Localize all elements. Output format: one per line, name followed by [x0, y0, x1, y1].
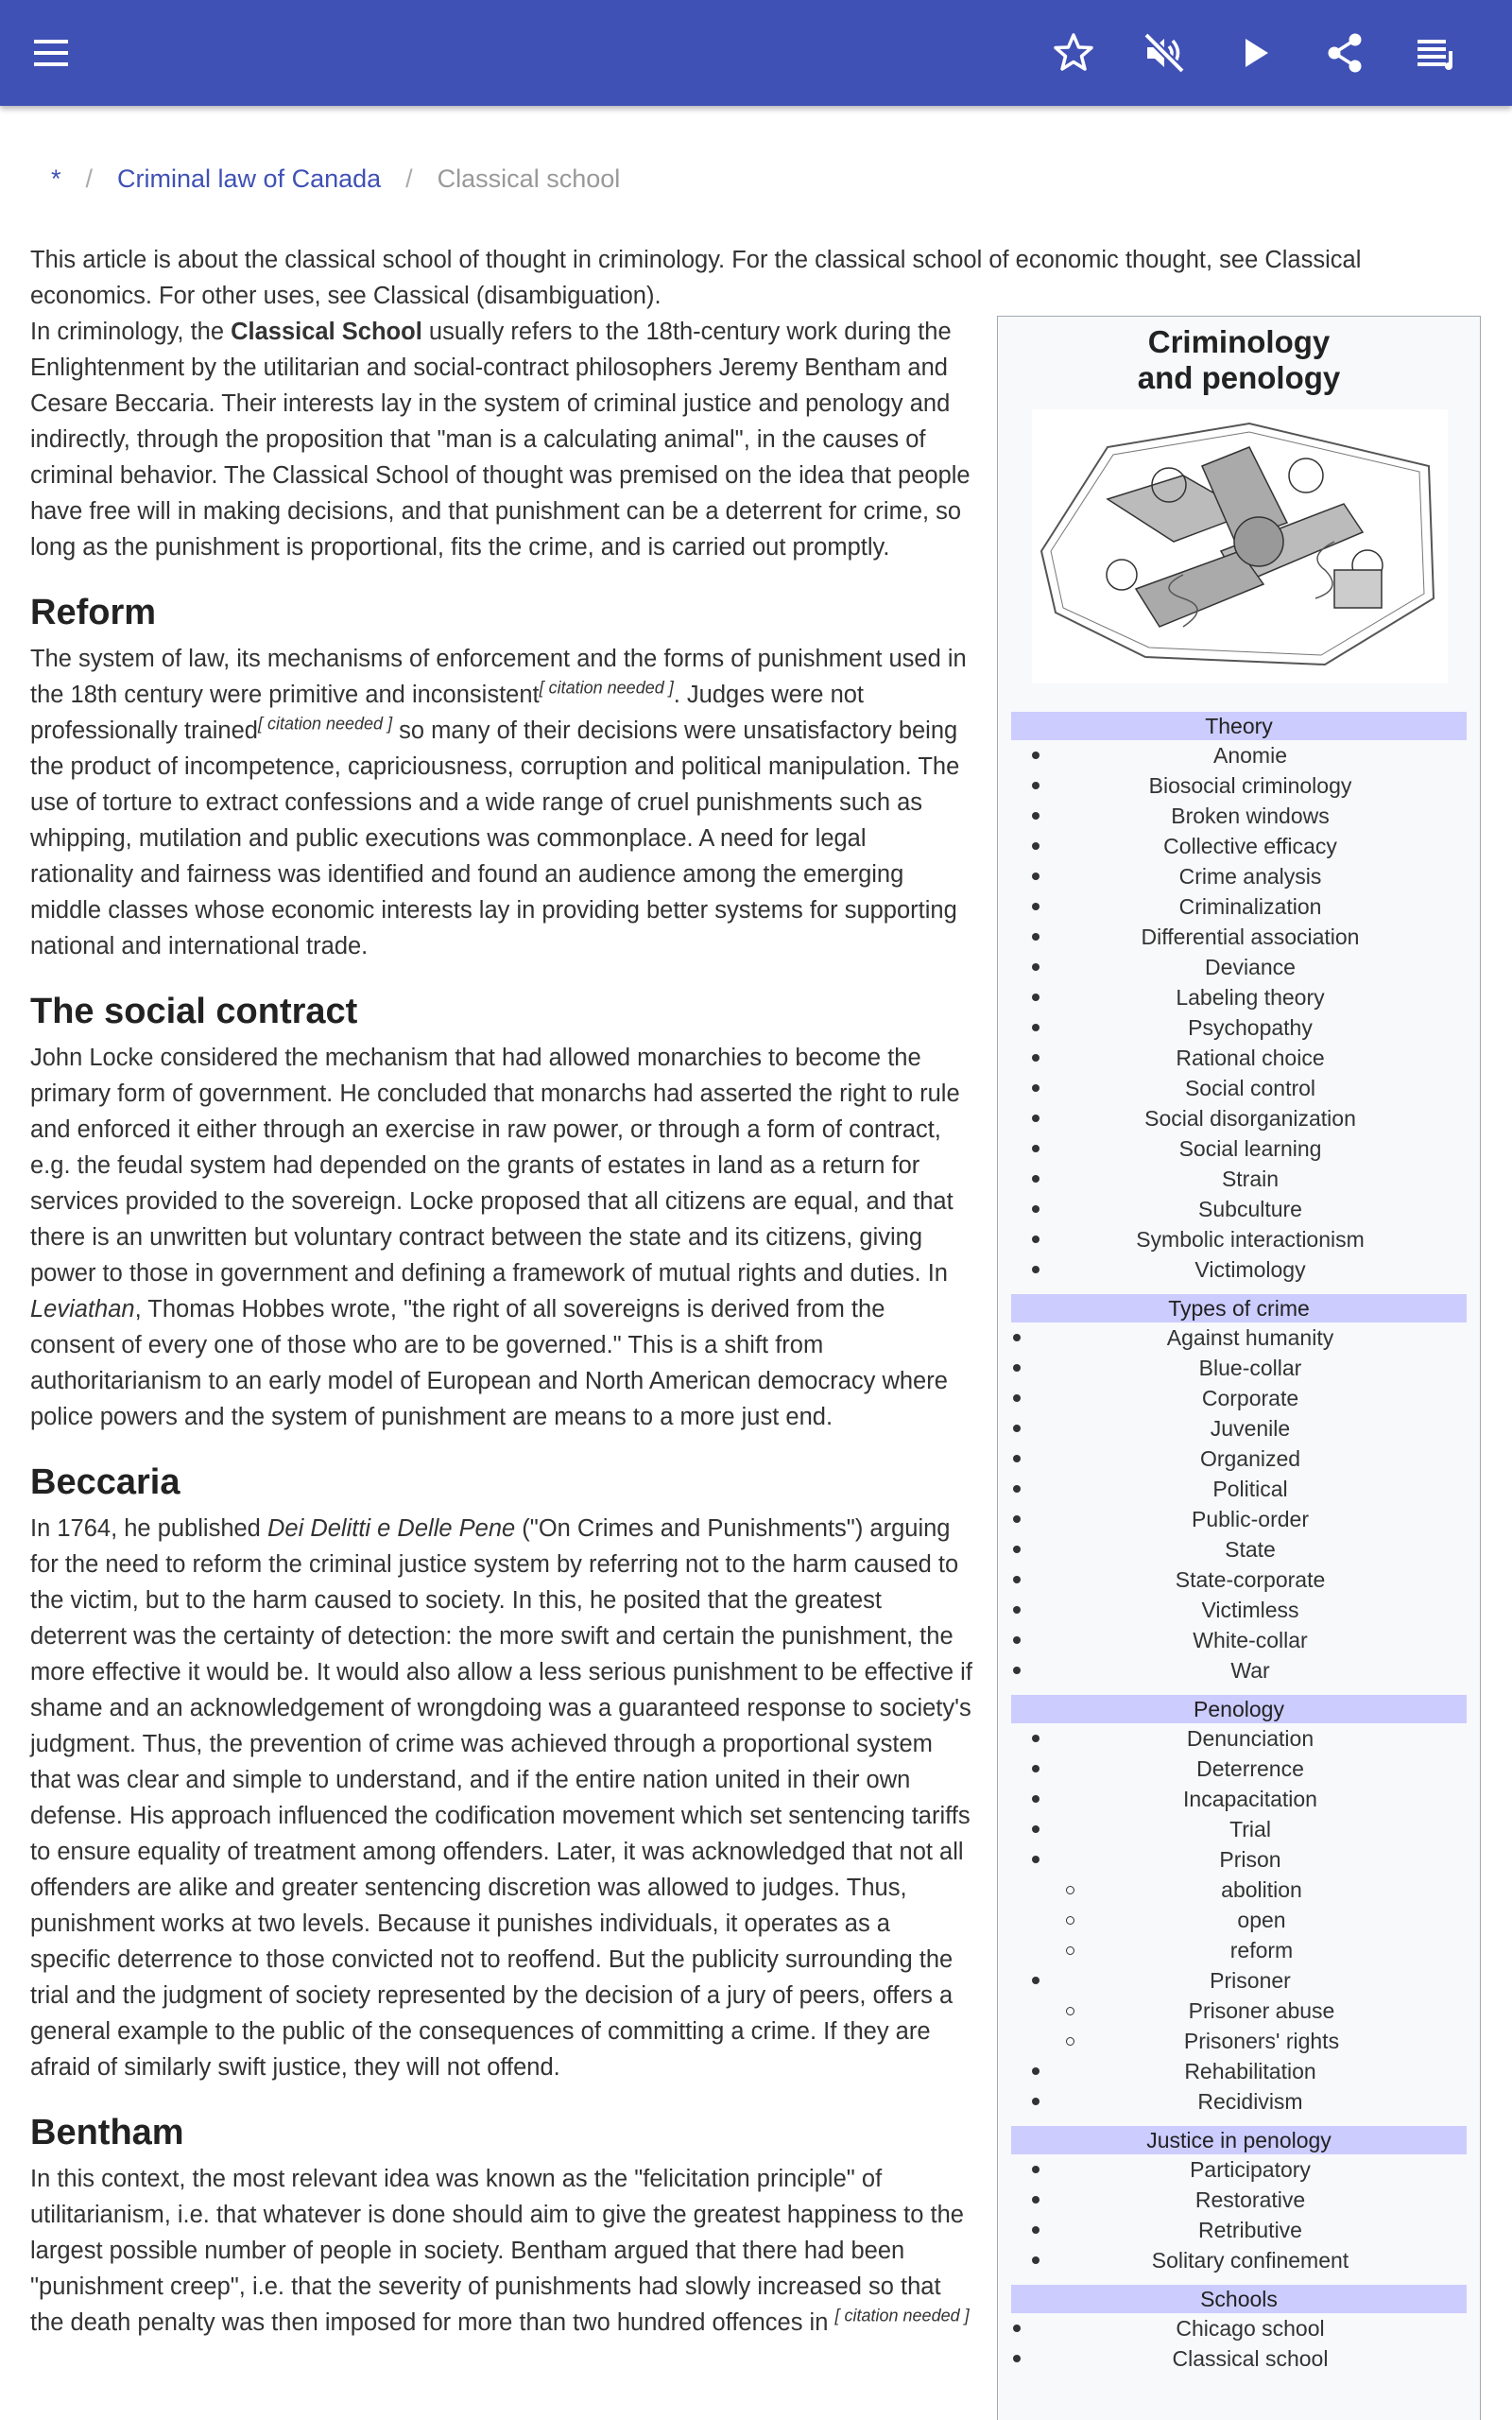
bullet-icon	[1032, 1765, 1040, 1772]
infobox-list-item[interactable]	[998, 952, 1480, 982]
breadcrumb-parent[interactable]: Criminal law of Canada	[117, 164, 382, 193]
infobox-item-label: Juvenile	[1210, 1416, 1291, 1441]
infobox-list-item[interactable]	[998, 1443, 1480, 1474]
infobox-item-label: Recidivism	[1197, 2089, 1303, 2114]
bullet-icon	[1013, 1636, 1021, 1644]
bullet-icon	[1032, 963, 1040, 971]
reform-text: . Judges were not professionally trained	[30, 682, 865, 744]
infobox-group-header[interactable]: Justice in penology	[1011, 2126, 1467, 2154]
infobox-list-item[interactable]	[998, 1784, 1480, 1814]
breadcrumb-current: Classical school	[437, 164, 621, 193]
reform-text: so many of their decisions were unsatisfactory being the product of incompetence, capriciousness, corruption and political manipulation. The use of torture to extract confessions and a wide range of cruel punishments such as whipping, mutilation and public executions was commonplace. A need for legal rationality and fairness was identified and found an audience among the emerging middle classes whose economic interests lay in providing better systems for supporting national and international trade.	[30, 717, 960, 959]
infobox-list-item[interactable]	[998, 740, 1480, 770]
infobox-item-label: Rehabilitation	[1184, 2059, 1316, 2083]
infobox-item-label: Strain	[1221, 1167, 1280, 1191]
bullet-icon	[1013, 1394, 1021, 1402]
infobox-item-label: Broken windows	[1171, 804, 1330, 828]
intro-bold: Classical School	[231, 319, 422, 345]
infobox-list-item[interactable]	[998, 1194, 1480, 1224]
infobox-item-label: Chicago school	[1176, 2316, 1325, 2341]
panopticon-image[interactable]	[1032, 409, 1448, 683]
infobox-list-item[interactable]	[998, 1012, 1480, 1043]
bullet-icon	[1032, 1175, 1040, 1183]
infobox-item-label: Crime analysis	[1178, 864, 1322, 889]
infobox-list-item[interactable]	[998, 861, 1480, 891]
bullet-icon	[1032, 933, 1040, 941]
infobox-list-item[interactable]	[998, 1875, 1480, 1905]
breadcrumb-separator: /	[85, 164, 94, 193]
reform-text: The system of law, its mechanisms of enforcement and the forms of punishment used in the 18th century were primitive and inconsistent	[30, 646, 967, 708]
infobox-list-item[interactable]	[998, 2215, 1480, 2245]
infobox-list-item[interactable]	[998, 1754, 1480, 1784]
infobox-item-label: Against humanity	[1166, 1325, 1334, 1350]
bullet-icon	[1032, 1735, 1040, 1742]
infobox-title	[998, 324, 1480, 396]
bullet-icon	[1032, 2226, 1040, 2234]
infobox-list-item[interactable]	[998, 1625, 1480, 1655]
infobox-list	[998, 1723, 1480, 2117]
infobox-item-label: Prison	[1219, 1847, 1281, 1872]
social-contract-text: John Locke considered the mechanism that had allowed monarchies to become the primary form of government. He concluded that monarchs had asserted the right to rule and enforced it either through an exercise in raw power, or through a form of contract, e.g. the feudal system had depended on the grants of estates in land as a return for services provided to the sovereign. Locke proposed that all citizens are equal, and that there is an unwritten but voluntary contract between the state and its citizens, giving power to those in government and defining a framework of mutual rights and duties. In	[30, 1045, 960, 1287]
infobox-list-item[interactable]	[998, 1723, 1480, 1754]
infobox-item-label: Anomie	[1213, 743, 1287, 768]
infobox-list-item[interactable]	[998, 1073, 1480, 1103]
infobox-item-label: Social control	[1184, 1076, 1316, 1100]
bentham-text: In this context, the most relevant idea was known as the "felicitation principle" of utilitarianism, i.e. that whatever is done should aim to give the greatest happiness to the largest possible number of people in society. Bentham argued that there had been "punishment creep", i.e. that the severity of punishments had slowly increased so that the death penalty was then imposed for more than two hundred offences in	[30, 2166, 964, 2336]
infobox-list	[998, 2154, 1480, 2275]
bullet-icon	[1032, 994, 1040, 1001]
infobox-item-label: Collective efficacy	[1163, 834, 1337, 858]
infobox-list-item[interactable]	[998, 1935, 1480, 1965]
infobox-item-label: Biosocial criminology	[1148, 773, 1352, 798]
section-heading-social-contract: The social contract	[30, 992, 358, 1031]
bullet-icon	[1032, 1795, 1040, 1803]
page-content	[0, 106, 1512, 2420]
infobox-list-item[interactable]	[998, 1965, 1480, 1996]
bullet-icon	[1013, 2355, 1021, 2362]
section-heading-reform: Reform	[30, 593, 157, 632]
infobox	[997, 316, 1481, 2420]
infobox-item-label: reform	[1229, 1938, 1294, 1962]
infobox-list	[998, 740, 1480, 1285]
social-contract-text: , Thomas Hobbes wrote, "the right of all sovereigns is derived from the consent of every one of those who are to be governed." This is a shift from authoritarianism to an early model of European and North American democracy where police powers and the system of punishment are means to a more just end.	[30, 1296, 948, 1430]
bullet-icon	[1032, 2166, 1040, 2173]
infobox-list-item[interactable]	[998, 1322, 1480, 1353]
bullet-icon	[1013, 2325, 1021, 2332]
bullet-icon	[1032, 782, 1040, 789]
infobox-list-item[interactable]	[998, 2086, 1480, 2117]
bullet-icon	[1013, 1576, 1021, 1583]
star-icon[interactable]	[1051, 30, 1096, 76]
play-icon[interactable]	[1232, 30, 1278, 76]
infobox-list-item[interactable]	[998, 1814, 1480, 1844]
bullet-icon	[1032, 812, 1040, 820]
infobox-list-item[interactable]	[998, 1564, 1480, 1595]
infobox-item-label: Social disorganization	[1144, 1106, 1356, 1131]
mute-icon[interactable]	[1142, 30, 1187, 76]
share-icon[interactable]	[1323, 30, 1368, 76]
infobox-list-item[interactable]	[998, 1996, 1480, 2026]
breadcrumb-separator: /	[405, 164, 413, 193]
bullet-icon	[1032, 2098, 1040, 2105]
infobox-list-item[interactable]	[998, 1224, 1480, 1254]
breadcrumb-home[interactable]: *	[51, 164, 61, 193]
infobox-item-label: Victimless	[1201, 1598, 1299, 1622]
beccaria-text: In 1764, he published	[30, 1515, 267, 1542]
infobox-list-item[interactable]	[998, 1353, 1480, 1383]
infobox-item-label: Labeling theory	[1176, 985, 1325, 1010]
beccaria-text: ("On Crimes and Punishments") arguing for the need to reform the criminal justice system by referring not to the harm caused to the victim, but to the harm caused to society. In this, he posited that the greatest deterrent was the certainty of detection: the more swift and certain the punishment, the more effective it would be. It would also allow a less serious punishment to be effective if shame and an acknowledgement of wrongdoing was a guaranteed response to society's judgment. Thus, the prevention of crime was achieved through a proportional system that was clear and simple to understand, and if the entire nation united in their own defense. His approach influenced the codification movement which set sentencing tariffs to ensure equality of treatment among offenders. Later, it was acknowledged that not all offenders are alike and greater sentencing discretion was allowed to judges. Thus, punishment works at two levels. Because it punishes individuals, it operates as a specific deterrence to those convicted not to reoffend. But the publicity surrounding the trial and the judgment of society represented by the decision of a jury of peers, offers a general example to the public of the consequences of committing a crime. If they are afraid of similarly swift justice, they will not offend.	[30, 1515, 972, 2081]
infobox-item-label: open	[1237, 1908, 1286, 1932]
bullet-icon	[1032, 2196, 1040, 2204]
intro-text: usually refers to the 18th-century work during the Enlightenment by the utilitarian and social-contract philosophers Jeremy Bentham and Cesare Beccaria. Their interests lay in the system of criminal justice and penology and indirectly, through the proposition that "man is a calculating animal", in the causes of criminal behavior. The Classical School of thought was premised on the idea that people have free will in making decisions, and that punishment can be a deterrent for crime, so long as the punishment is proportional, fits the crime, and is carried out promptly.	[30, 319, 971, 561]
bentham-paragraph	[30, 2161, 975, 2341]
bullet-icon	[1032, 1825, 1040, 1833]
infobox-list-item[interactable]	[998, 1905, 1480, 1935]
bullet-icon	[1032, 1145, 1040, 1152]
bullet-icon	[1013, 1606, 1021, 1614]
list-icon[interactable]	[1414, 30, 1459, 76]
bullet-icon	[1032, 1977, 1040, 1984]
bullet-icon	[1013, 1515, 1021, 1523]
infobox-list-item[interactable]	[998, 2185, 1480, 2215]
bullet-icon	[1032, 903, 1040, 910]
intro-text: In criminology, the	[30, 319, 232, 345]
infobox-list	[998, 1322, 1480, 1685]
infobox-list-item[interactable]	[998, 1383, 1480, 1413]
infobox-list-item[interactable]	[998, 1133, 1480, 1164]
infobox-list-item[interactable]	[998, 1164, 1480, 1194]
citation-needed[interactable]: [ citation needed ]	[257, 714, 393, 734]
leviathan-title: Leviathan	[30, 1296, 135, 1322]
infobox-list-item[interactable]	[998, 1254, 1480, 1285]
bullet-icon	[1066, 1916, 1074, 1925]
bullet-icon	[1032, 2256, 1040, 2264]
infobox-list-item[interactable]	[998, 770, 1480, 801]
infobox-list-item[interactable]	[998, 1474, 1480, 1504]
bullet-icon	[1013, 1334, 1021, 1341]
infobox-list-item[interactable]	[998, 1413, 1480, 1443]
infobox-item-label: Blue-collar	[1198, 1356, 1302, 1380]
bullet-icon	[1066, 2007, 1074, 2015]
infobox-item-label: Deviance	[1205, 955, 1296, 979]
bullet-icon	[1066, 2037, 1074, 2046]
infobox-item-label: Prisoner abuse	[1188, 1998, 1335, 2023]
bullet-icon	[1032, 1856, 1040, 1863]
bullet-icon	[1013, 1425, 1021, 1432]
breadcrumb	[51, 164, 620, 194]
infobox-item-label: Solitary confinement	[1151, 2248, 1349, 2273]
book-title: Dei Delitti e Delle Pene	[266, 1515, 516, 1542]
bullet-icon	[1032, 1024, 1040, 1031]
infobox-item-label: War	[1230, 1658, 1270, 1683]
infobox-item-label: Social learning	[1178, 1136, 1322, 1161]
infobox-list-item[interactable]	[998, 1655, 1480, 1685]
infobox-item-label: Restorative	[1194, 2187, 1306, 2212]
infobox-group-header[interactable]: Types of crime	[1011, 1294, 1467, 1322]
citation-needed[interactable]: [ citation needed ]	[539, 678, 674, 698]
infobox-item-label: White-collar	[1193, 1628, 1308, 1652]
infobox-item-label: Victimology	[1194, 1257, 1306, 1282]
infobox-list	[998, 2313, 1480, 2374]
hatnote: This article is about the classical school of thought in criminology. For the classical school of economic thought, see Classical economics. For other uses, see Classical (disambiguation).	[30, 247, 1362, 309]
bullet-icon	[1013, 1455, 1021, 1462]
infobox-item-label: State	[1225, 1537, 1276, 1562]
infobox-list-item[interactable]	[998, 2056, 1480, 2086]
intro-paragraph	[30, 314, 975, 565]
reform-paragraph	[30, 641, 975, 964]
infobox-item-label: Political	[1212, 1477, 1288, 1501]
infobox-list-item[interactable]	[998, 831, 1480, 861]
infobox-item-label: State-corporate	[1175, 1567, 1326, 1592]
infobox-list-item[interactable]	[998, 982, 1480, 1012]
infobox-list-item[interactable]	[998, 2026, 1480, 2056]
infobox-item-label: Deterrence	[1196, 1756, 1304, 1781]
infobox-item-label: abolition	[1221, 1877, 1302, 1902]
bullet-icon	[1013, 1667, 1021, 1674]
app-bar	[0, 0, 1512, 106]
infobox-list-item[interactable]	[998, 2343, 1480, 2374]
bullet-icon	[1032, 842, 1040, 850]
infobox-item-label: Symbolic interactionism	[1136, 1227, 1365, 1252]
section-heading-beccaria: Beccaria	[30, 1462, 180, 1502]
infobox-item-label: Prisoners' rights	[1183, 2029, 1340, 2053]
bullet-icon	[1032, 1236, 1040, 1243]
bullet-icon	[1066, 1886, 1074, 1894]
bullet-icon	[1013, 1485, 1021, 1493]
bullet-icon	[1032, 752, 1040, 759]
bullet-icon	[1013, 1364, 1021, 1372]
infobox-list-item[interactable]	[998, 922, 1480, 952]
infobox-item-label: Organized	[1199, 1446, 1301, 1471]
infobox-item-label: Incapacitation	[1183, 1787, 1317, 1811]
infobox-list-item[interactable]	[998, 1595, 1480, 1625]
infobox-list-item[interactable]	[998, 1103, 1480, 1133]
infobox-list-item[interactable]	[998, 2154, 1480, 2185]
infobox-item-label: Trial	[1229, 1817, 1271, 1841]
bullet-icon	[1032, 1205, 1040, 1213]
infobox-list-item[interactable]	[998, 1043, 1480, 1073]
infobox-item-label: Prisoner	[1210, 1968, 1291, 1993]
infobox-group-header[interactable]: Penology	[1011, 1695, 1467, 1723]
infobox-list-item[interactable]	[998, 2245, 1480, 2275]
citation-needed[interactable]: [ citation needed ]	[834, 2306, 970, 2325]
infobox-item-label: Rational choice	[1176, 1046, 1325, 1070]
bullet-icon	[1032, 1084, 1040, 1092]
infobox-group-header[interactable]: Theory	[1011, 712, 1467, 740]
infobox-item-label: Denunciation	[1186, 1726, 1314, 1751]
infobox-list-item[interactable]	[998, 2313, 1480, 2343]
infobox-item-label: Differential association	[1141, 925, 1360, 949]
infobox-list-item[interactable]	[998, 801, 1480, 831]
social-contract-paragraph	[30, 1040, 975, 1435]
infobox-item-label: Public-order	[1192, 1507, 1309, 1531]
infobox-title-line: and penology	[1137, 360, 1341, 395]
bullet-icon	[1032, 1115, 1040, 1122]
infobox-group-header[interactable]: Schools	[1011, 2285, 1467, 2313]
infobox-list-item[interactable]	[998, 891, 1480, 922]
infobox-list-item[interactable]	[998, 1534, 1480, 1564]
infobox-item-label: Subculture	[1198, 1197, 1302, 1221]
bullet-icon	[1032, 873, 1040, 880]
infobox-list-item[interactable]	[998, 1504, 1480, 1534]
infobox-item-label: Retributive	[1198, 2218, 1302, 2242]
bullet-icon	[1032, 1266, 1040, 1273]
infobox-title-line: Criminology	[1147, 324, 1331, 359]
beccaria-paragraph	[30, 1511, 975, 2085]
infobox-item-label: Corporate	[1201, 1386, 1299, 1410]
section-heading-bentham: Bentham	[30, 2113, 184, 2152]
bullet-icon	[1066, 1946, 1074, 1955]
infobox-item-label: Criminalization	[1178, 894, 1322, 919]
menu-icon[interactable]	[30, 30, 76, 76]
infobox-groups	[998, 712, 1480, 2374]
infobox-item-label: Psychopathy	[1188, 1015, 1313, 1040]
bullet-icon	[1013, 1546, 1021, 1553]
bullet-icon	[1032, 2067, 1040, 2075]
bullet-icon	[1032, 1054, 1040, 1062]
infobox-list-item[interactable]	[998, 1844, 1480, 1875]
infobox-item-label: Participatory	[1190, 2157, 1311, 2182]
infobox-item-label: Classical school	[1172, 2346, 1329, 2371]
